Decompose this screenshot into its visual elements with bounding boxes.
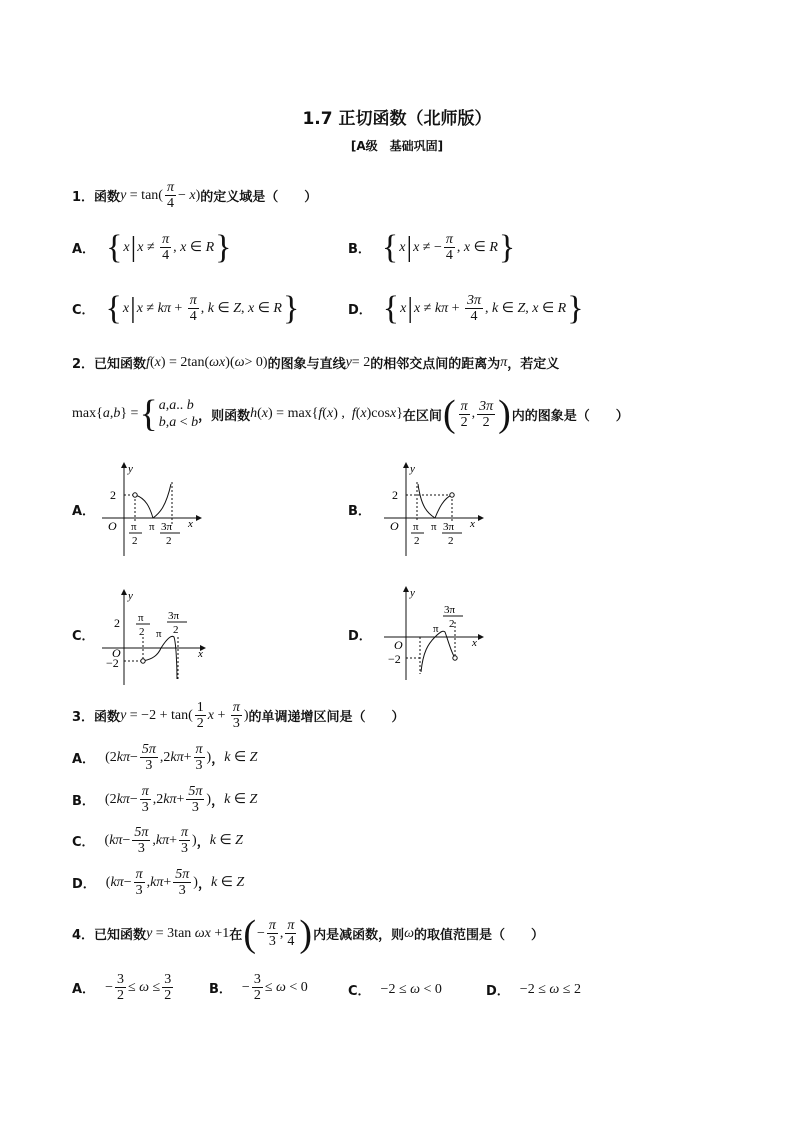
question-text: 的相邻交点间的距离为: [370, 357, 501, 372]
q1-option-b[interactable]: B． { x | x ≠ − $\frac{\pi}{4}$ , x ∈ R }: [348, 228, 516, 266]
question-text: 函数: [94, 190, 121, 205]
question-text: 在区间: [402, 408, 442, 424]
q1-option-c[interactable]: C． { x | x ≠ kπ + $\frac{\pi}{4}$ , k ∈ Z , x ∈ R }: [72, 289, 300, 327]
axis-label-y: y: [410, 587, 415, 599]
q4-option-a[interactable]: A． − $\frac{3}{2}$ ≤ ω ≤ $\frac{3}{2}$: [72, 972, 172, 1003]
question-text: 已知函数: [94, 928, 147, 943]
option-label: C．: [72, 835, 95, 850]
option-label: A．: [72, 982, 96, 997]
axis-label-x: x: [472, 637, 477, 649]
graph-c: [98, 585, 213, 687]
question-text: 的取值范围是（ ）: [413, 928, 544, 943]
option-label: C．: [348, 984, 371, 999]
tick-label-3pi-half-den: 2: [448, 535, 454, 547]
question-text: 已知函数: [94, 357, 147, 372]
tick-label-2: 2: [110, 488, 116, 502]
option-label: A．: [72, 752, 96, 767]
origin-label: O: [394, 638, 403, 652]
q2-option-d[interactable]: [348, 625, 382, 644]
origin-label: O: [390, 519, 399, 533]
axis-label-x: x: [470, 518, 475, 530]
option-label: A．: [72, 504, 96, 519]
tick-label-3pi-half-den: 2: [449, 618, 455, 630]
option-label: B．: [348, 504, 371, 519]
option-label: C．: [72, 303, 95, 318]
option-label: D．: [72, 877, 96, 892]
question-text: 的图象与直线: [267, 357, 346, 372]
question-text: 内的图象是（ ）: [511, 408, 629, 424]
question-text: ，则函数: [198, 408, 251, 424]
question-text: 的定义域是（ ）: [200, 190, 318, 205]
axis-label-y: y: [410, 463, 415, 475]
question-number: 3．: [72, 710, 95, 725]
question-number: 1．: [72, 190, 95, 205]
tick-label-3pi-half-num: 3π: [444, 604, 456, 616]
option-label: D．: [486, 984, 510, 999]
q4-option-b[interactable]: B． − $\frac{3}{2}$ ≤ ω < 0: [209, 972, 308, 1003]
option-label: B．: [72, 794, 95, 809]
question-1: 1． 函数 y = tan( $\frac{\pi}{4}$ − x ) 的定义域是（ ）: [72, 180, 318, 211]
question-text: ，若定义: [507, 357, 560, 372]
tick-label-pi: π: [431, 521, 437, 533]
option-label: B．: [348, 242, 371, 257]
tick-label-pi: π: [156, 628, 162, 640]
axis-label-y: y: [128, 590, 133, 602]
tick-label-2: 2: [114, 616, 120, 630]
question-number: 2．: [72, 357, 95, 372]
graph-d: [380, 582, 490, 682]
axis-label-x: x: [198, 648, 203, 660]
tick-label-pi-half-num: π: [413, 521, 419, 533]
q3-option-a[interactable]: A． (2 kπ − $\frac{5\pi}{3}$ ,2 kπ + $\frac{\pi}{3}$ ) ， k ∈ Z: [72, 742, 258, 773]
tick-label-pi-half-num: π: [138, 612, 144, 624]
tick-label-3pi-half-num: 3π: [161, 521, 173, 533]
tick-label-3pi-half-num: 3π: [168, 610, 180, 622]
option-label: D．: [348, 303, 372, 318]
origin-label: O: [108, 519, 117, 533]
tick-label-2: 2: [392, 488, 398, 502]
question-text: 在: [229, 928, 243, 943]
question-4: 4． 已知函数 y = 3tan ωx +1 在 ( − $\frac{\pi}{3}$ , $\frac{\pi}{4}$ ) 内是减函数，则 ω 的取值范围是（ ）: [72, 912, 544, 955]
q4-option-d[interactable]: D． −2 ≤ ω ≤ 2: [486, 981, 581, 999]
tick-label-neg-2: −2: [388, 652, 401, 666]
q4-option-c[interactable]: C． −2 ≤ ω < 0: [348, 981, 442, 999]
q2-option-b[interactable]: [348, 500, 381, 519]
q3-option-b[interactable]: B． (2 kπ − $\frac{\pi}{3}$ ,2 kπ + $\frac{5\pi}{3}$ ) ， k ∈ Z: [72, 784, 258, 815]
tick-label-3pi-half-num: 3π: [443, 521, 455, 533]
graph-a: [98, 458, 208, 558]
tick-label-3pi-half-den: 2: [166, 535, 172, 547]
axis-label-y: y: [128, 463, 133, 475]
option-label: C．: [72, 629, 95, 644]
question-2: 2． 已知函数 f ( x ) = 2tan( ωx )( ω > 0) 的图象与直线 y = 2 的相邻交点间的距离为 π ，若定义: [72, 354, 560, 372]
tick-label-pi-half-num: π: [131, 521, 137, 533]
option-label: D．: [348, 629, 372, 644]
q1-option-a[interactable]: A． { x | x ≠ $\frac{\pi}{4}$ , x ∈ R }: [72, 228, 232, 266]
question-3: 3． 函数 y = −2 + tan( $\frac{1}{2}$ x + $\frac{\pi}{3}$ ) 的单调递增区间是（ ）: [72, 700, 405, 731]
tick-label-neg-2: −2: [106, 656, 119, 670]
q3-option-d[interactable]: D． ( kπ − $\frac{\pi}{3}$ , kπ + $\frac{5\pi}{3}$ ) ， k ∈ Z: [72, 867, 245, 898]
question-2-definition: max{ a , b } = { a,a.. b b,a < b ，则函数 h ( x ) = max{ f ( x ) , f ( x )cos x } 在区间 ( $\frac{\pi}{2}$ , $\frac{3\pi}{2}$ ) 内的图象是（ ）: [72, 393, 629, 435]
graph-b: [380, 458, 490, 558]
question-text: 内是减函数，则: [313, 928, 405, 943]
q1-option-d[interactable]: D． { x | x ≠ kπ + $\frac{3\pi}{4}$ , k ∈ Z , x ∈ R }: [348, 289, 584, 327]
tick-label-pi: π: [433, 623, 439, 635]
tick-label-pi-half-den: 2: [139, 626, 145, 638]
option-label: B．: [209, 982, 232, 997]
tick-label-pi: π: [149, 521, 155, 533]
question-number: 4．: [72, 928, 95, 943]
page-title: 1.7 正切函数（北师版）: [302, 109, 492, 129]
section-subtitle: [A级 基础巩固]: [350, 139, 444, 153]
tick-label-pi-half-den: 2: [132, 535, 138, 547]
question-text: 的单调递增区间是（ ）: [248, 710, 405, 725]
axis-label-x: x: [188, 518, 193, 530]
question-text: 函数: [94, 710, 121, 725]
tick-label-pi-half-den: 2: [414, 535, 420, 547]
q3-option-c[interactable]: C． ( kπ − $\frac{5\pi}{3}$ , kπ + $\frac{\pi}{3}$ ) ， k ∈ Z: [72, 825, 243, 856]
origin-label: O: [112, 646, 121, 660]
tick-label-3pi-half-den: 2: [173, 624, 179, 636]
option-label: A．: [72, 242, 96, 257]
